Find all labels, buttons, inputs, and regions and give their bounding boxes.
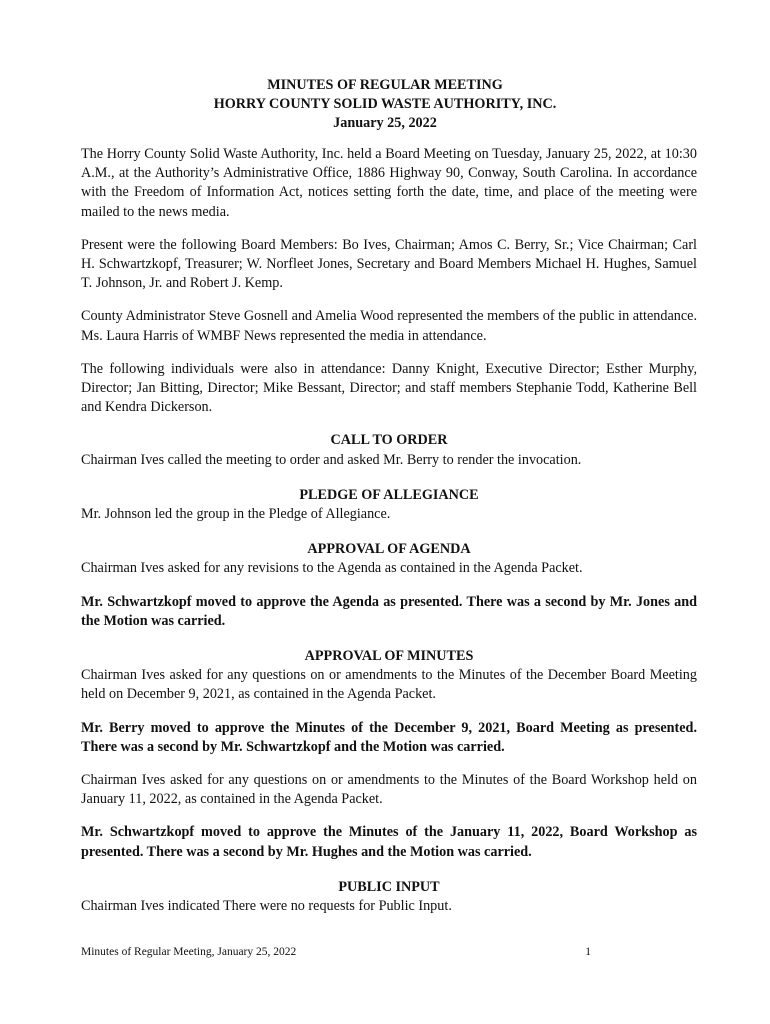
call-to-order-heading: CALL TO ORDER xyxy=(330,432,448,449)
public-input-text: Chairman Ives indicated There were no requests for Public Input. xyxy=(81,898,452,915)
pledge-section xyxy=(81,486,697,524)
footer-label: Minutes of Regular Meeting, January 25, 2022 xyxy=(81,946,297,958)
present-paragraph: Present were the following Board Members: Bo Ives, Chairman; Amos C. Berry, Sr.; Vice Chairman; Carl H. Schwartzkopf, Treasurer; W. Norfleet Jones, Secretary and Board Members Michael H. Hughes, Samuel T. Johnson, Jr. and Robert J. Kemp. xyxy=(81,236,697,292)
agenda-section xyxy=(81,540,697,631)
minutes-text-1: Chairman Ives asked for any questions on or amendments to the Minutes of the December Board Meeting held on December 9, 2021, as contained in the Agenda Packet. xyxy=(81,667,697,703)
header-title: MINUTES OF REGULAR MEETING xyxy=(267,77,503,93)
page-number: 1 xyxy=(585,946,591,958)
document-body xyxy=(81,145,697,916)
public-input-section xyxy=(81,878,697,916)
header-organization: HORRY COUNTY SOLID WASTE AUTHORITY, INC. xyxy=(213,96,557,112)
header-date: January 25, 2022 xyxy=(333,115,437,131)
minutes-section xyxy=(81,647,697,862)
agenda-heading: APPROVAL OF AGENDA xyxy=(307,541,471,558)
agenda-text: Chairman Ives asked for any revisions to the Agenda as contained in the Agenda Packet. xyxy=(81,560,583,577)
pledge-text: Mr. Johnson led the group in the Pledge of Allegiance. xyxy=(81,506,391,523)
public-input-heading: PUBLIC INPUT xyxy=(338,878,440,895)
page-footer xyxy=(81,946,591,958)
minutes-text-2: Chairman Ives asked for any questions on or amendments to the Minutes of the Board Workshop held on January 11, 2022, as contained in the Agenda Packet. xyxy=(81,772,697,808)
attendance-paragraph: The following individuals were also in attendance: Danny Knight, Executive Director; Esther Murphy, Director; Jan Bitting, Director; Mike Bessant, Director; and staff members Stephanie Todd, Katherine Bell and Kendra Dickerson. xyxy=(81,360,697,416)
county-paragraph: County Administrator Steve Gosnell and Amelia Wood represented the members of the public in attendance. Ms. Laura Harris of WMBF News represented the media in attendance. xyxy=(81,308,697,344)
document-header xyxy=(0,76,770,133)
call-to-order-section xyxy=(81,431,697,469)
intro-paragraph: The Horry County Solid Waste Authority, Inc. held a Board Meeting on Tuesday, January 25, 2022, at 10:30 A.M., at the Authority’s Administrative Office, 1886 Highway 90, Conway, South Carolina. In accordance with the Freedom of Information Act, notices setting forth the date, time, and place of the meeting were mailed to the news media. xyxy=(81,146,697,220)
minutes-heading: APPROVAL OF MINUTES xyxy=(304,648,474,665)
agenda-motion: Mr. Schwartzkopf moved to approve the Agenda as presented. There was a second by Mr. Jones and the Motion was carried. xyxy=(81,593,697,629)
pledge-heading: PLEDGE OF ALLEGIANCE xyxy=(299,486,479,503)
minutes-motion-1: Mr. Berry moved to approve the Minutes of the December 9, 2021, Board Meeting as presented. There was a second by Mr. Schwartzkopf and the Motion was carried. xyxy=(81,719,697,755)
minutes-motion-2: Mr. Schwartzkopf moved to approve the Minutes of the January 11, 2022, Board Workshop as presented. There was a second by Mr. Hughes and the Motion was carried. xyxy=(81,824,697,860)
call-to-order-text: Chairman Ives called the meeting to order and asked Mr. Berry to render the invocation. xyxy=(81,451,582,468)
